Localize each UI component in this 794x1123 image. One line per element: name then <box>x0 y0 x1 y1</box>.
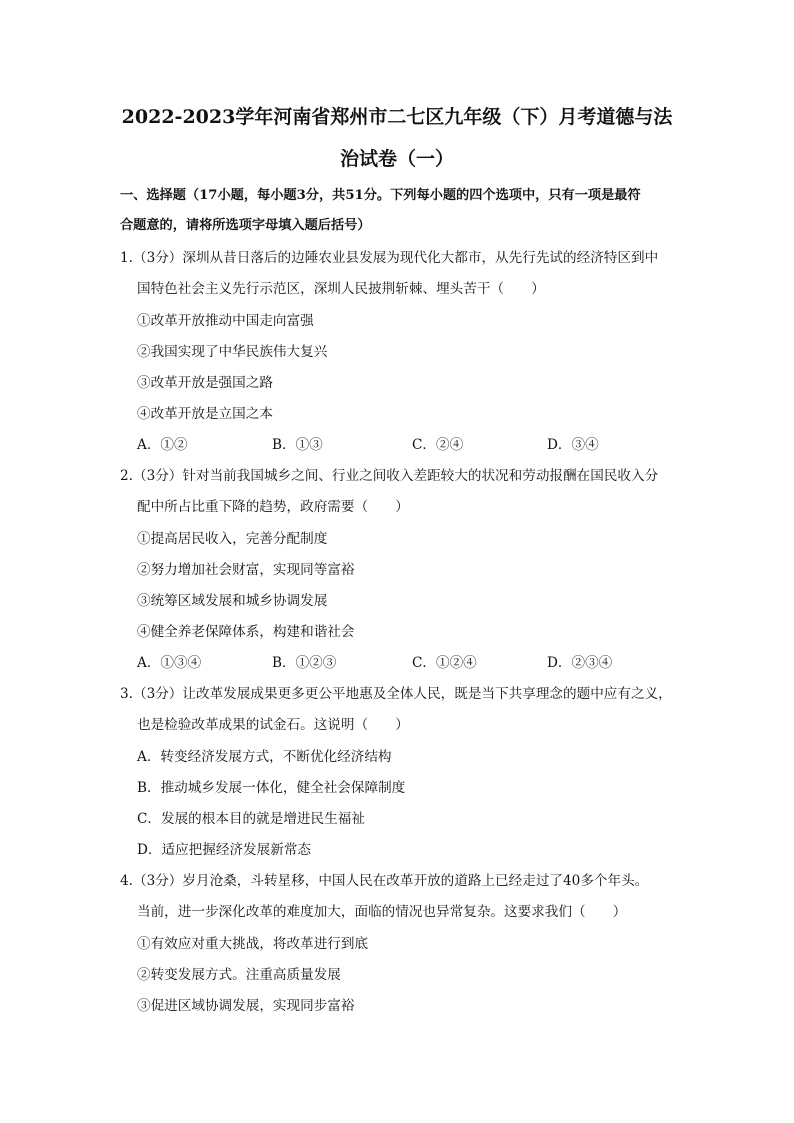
question-3-option-b[interactable]: B．推动城乡发展一体化，健全社会保障制度 <box>137 780 406 796</box>
question-2-stem-line2: 配中所占比重下降的趋势，政府需要（ ） <box>137 499 409 515</box>
question-2-item-3: ③统筹区域发展和城乡协调发展 <box>137 593 328 609</box>
question-3-stem-line2: 也是检验改革成果的试金石。这说明（ ） <box>137 717 409 733</box>
question-1-choice-a[interactable]: A．①② <box>137 437 188 453</box>
exam-title-line1: 2022-2023学年河南省郑州市二七区九年级（下）月考道德与法 <box>121 106 673 128</box>
question-2-choice-a[interactable]: A．①③④ <box>137 655 202 671</box>
question-1-choice-c[interactable]: C．②④ <box>412 437 464 453</box>
question-3-option-d[interactable]: D．适应把握经济发展新常态 <box>137 842 312 858</box>
question-2-stem-line1: 2.（3分）针对当前我国城乡之间、行业之间收入差距较大的状况和劳动报酬在国民收入分 <box>120 468 659 484</box>
question-4-item-1: ①有效应对重大挑战，将改革进行到底 <box>137 936 369 952</box>
question-2-item-4: ④健全养老保障体系，构建和谐社会 <box>137 624 355 640</box>
question-4-item-2: ②转变发展方式。注重高质量发展 <box>137 967 341 983</box>
question-2-item-1: ①提高居民收入，完善分配制度 <box>137 531 328 547</box>
question-2-item-2: ②努力增加社会财富，实现同等富裕 <box>137 562 355 578</box>
question-1-item-4: ④改革开放是立国之本 <box>137 406 273 422</box>
question-1-item-2: ②我国实现了中华民族伟大复兴 <box>137 344 328 360</box>
question-3-option-a[interactable]: A．转变经济发展方式，不断优化经济结构 <box>137 749 392 765</box>
question-2-choices <box>137 653 657 673</box>
question-2-choice-c[interactable]: C．①②④ <box>412 655 477 671</box>
question-4-stem-line1: 4.（3分）岁月沧桑，斗转星移，中国人民在改革开放的道路上已经走过了40多个年头。 <box>120 873 649 889</box>
question-1-choice-b[interactable]: B．①③ <box>272 437 323 453</box>
section-heading-line1: 一、选择题（17小题，每小题3分，共51分。下列每小题的四个选项中，只有一项是最符 <box>120 188 641 203</box>
question-2-choice-d[interactable]: D．②③④ <box>547 655 613 671</box>
section-heading-line2: 合题意的，请将所选项字母填入题后括号） <box>120 218 371 233</box>
question-1-choice-d[interactable]: D．③④ <box>547 437 599 453</box>
question-4-item-3: ③促进区域协调发展，实现同步富裕 <box>137 998 355 1014</box>
question-1-stem-line1: 1.（3分）深圳从昔日落后的边陲农业县发展为现代化大都市，从先行先试的经济特区到中 <box>120 250 659 266</box>
question-3-option-c[interactable]: C．发展的根本目的就是增进民生福祉 <box>137 811 365 827</box>
exam-title-line2: 治试卷（一） <box>339 148 454 170</box>
question-1-item-3: ③改革开放是强国之路 <box>137 375 273 391</box>
question-1-stem-line2: 国特色社会主义先行示范区，深圳人民披荆斩棘、埋头苦干（ ） <box>137 281 545 297</box>
question-4-stem-line2: 当前，进一步深化改革的难度加大，面临的情况也异常复杂。这要求我们（ ） <box>137 904 627 920</box>
question-1-choices <box>137 435 657 455</box>
question-1-item-1: ①改革开放推动中国走向富强 <box>137 313 314 329</box>
question-2-choice-b[interactable]: B．①②③ <box>272 655 337 671</box>
question-3-stem-line1: 3.（3分）让改革发展成果更多更公平地惠及全体人民，既是当下共享理念的题中应有之义， <box>120 686 672 702</box>
